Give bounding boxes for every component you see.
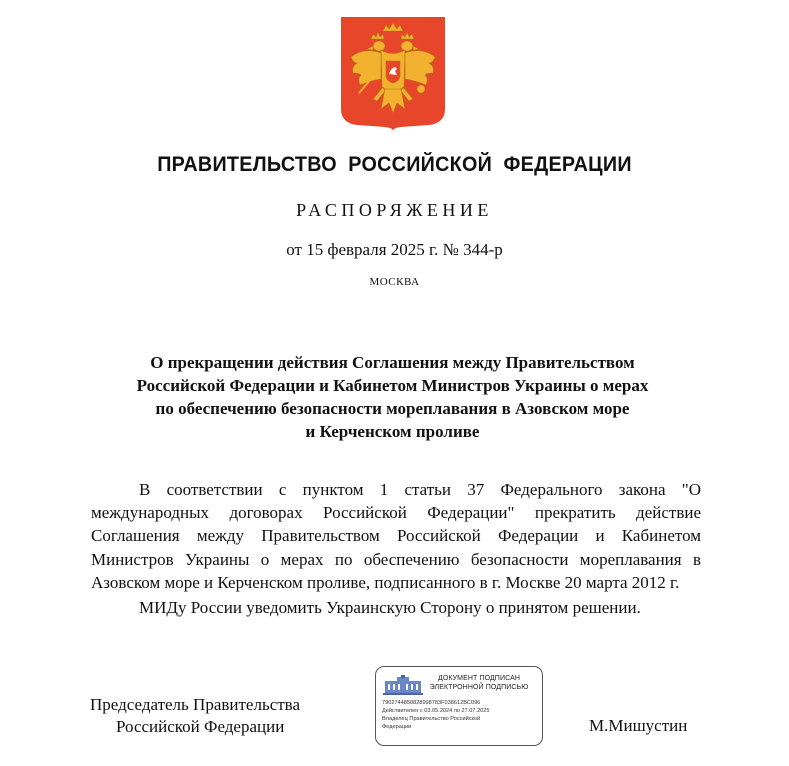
subject-line: Российской Федерации и Кабинетом Министров Украины о мерах (136, 376, 649, 395)
esign-heading-line: ЭЛЕКТРОННОЙ ПОДПИСЬЮ (429, 684, 529, 691)
coat-of-arms-icon (341, 17, 445, 131)
signer-position-line: Российской Федерации (116, 717, 285, 736)
subject-line: и Керченском проливе (305, 422, 480, 441)
signer-position (90, 694, 330, 738)
government-title: ПРАВИТЕЛЬСТВО РОССИЙСКОЙ ФЕДЕРАЦИИ (157, 153, 632, 176)
electronic-signature-stamp (375, 666, 543, 746)
esign-details (382, 699, 540, 731)
document-city: МОСКВА (369, 276, 420, 288)
document-subject (90, 351, 695, 443)
esign-heading (418, 674, 540, 692)
signer-name: М.Мишустин (589, 716, 688, 735)
signer-position-line: Председатель Правительства (90, 695, 301, 714)
document-date-number: от 15 февраля 2025 г. № 344-р (286, 240, 503, 259)
esign-owner: Федерации (382, 724, 412, 730)
esign-owner: Владелец Правительство Российской (382, 716, 481, 722)
subject-line: по обеспечению безопасности мореплавания в Азовском море (155, 399, 630, 418)
body-paragraph: МИДу России уведомить Украинскую Сторону о принятом решении. (139, 598, 641, 618)
esign-certificate: 7902744850828998783F038612BC096 (382, 700, 481, 706)
document-kind: РАСПОРЯЖЕНИЕ (296, 200, 493, 220)
subject-line: О прекращении действия Соглашения между Правительством (150, 353, 635, 372)
esign-heading-line: ДОКУМЕНТ ПОДПИСАН (437, 675, 520, 682)
body-paragraph: В соответствии с пунктом 1 статьи 37 Федерального закона "О международных договорах Российской Федерации" прекратить действие Соглашения между Правительством Российской Федерации и Кабинетом Министров Украины о мерах по обеспечению безопасности мореплавания в Азовском море и Керченском проливе, подписанного в г. Москве 20 марта 2012 г. (91, 480, 701, 592)
document-body (91, 478, 701, 619)
esign-validity: Действителен с 03.05.2024 по 27.07.2025 (382, 708, 490, 714)
government-building-icon (383, 675, 423, 695)
